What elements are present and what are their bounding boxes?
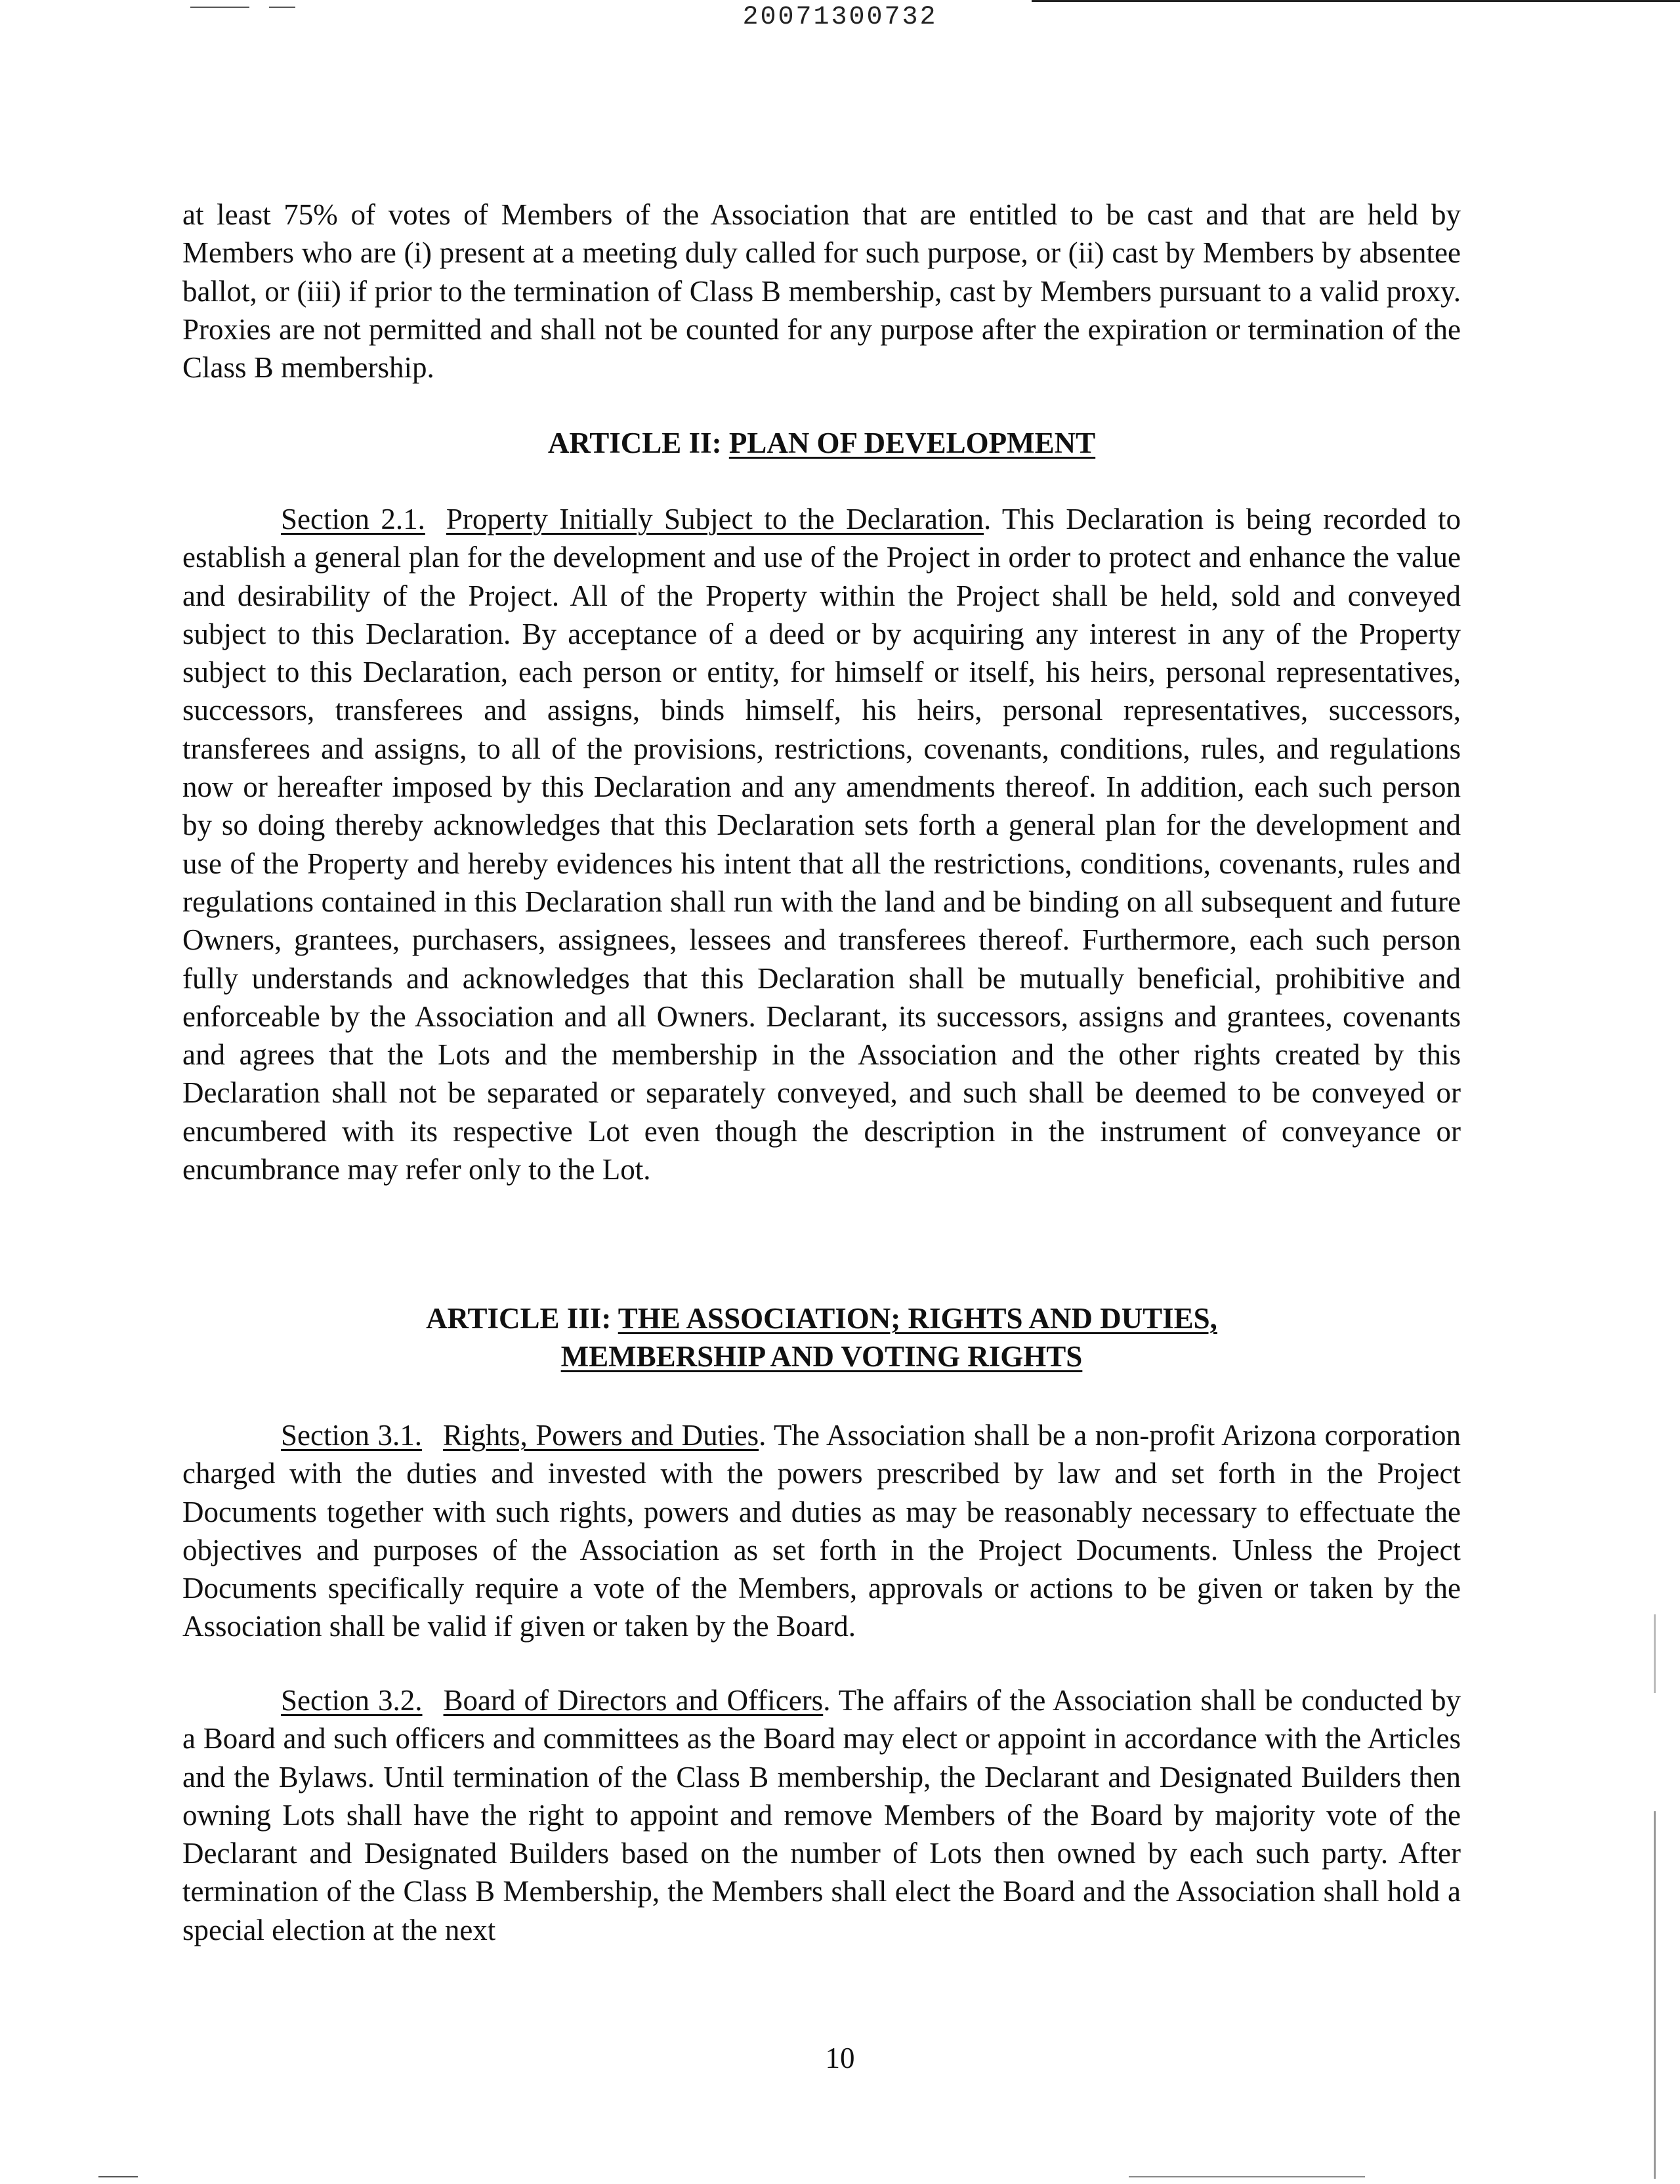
scan-artifact — [1654, 1614, 1656, 1693]
scan-mark — [269, 7, 295, 8]
scan-mark — [98, 2176, 138, 2177]
article-2-heading — [182, 424, 1461, 462]
section-3-2-paragraph — [182, 1681, 1461, 1949]
section-3-2-block — [182, 1681, 1461, 1949]
article-2-title: PLAN OF DEVELOPMENT — [728, 427, 1096, 459]
article-3-heading-block — [182, 1299, 1461, 1376]
section-2-1-block — [182, 500, 1461, 1188]
section-3-2-text: . The affairs of the Association shall be conducted by a Board and such officers and committees as the Board may elect or appoint in accordance with the Articles and the Bylaws. Until termination of the Class B membership, the Declarant and Designated Builders then owning Lots shall have the right to appoint and remove Members of the Board by majority vote of the Declarant and Designated Builders based on the number of Lots then owned by each such party. After termination of the Class B Membership, the Members shall elect the Board and the Association shall hold a special election at the next — [182, 1684, 1461, 1946]
section-3-1-text: . The Association shall be a non-profit Arizona corporation charged with the duties and invested with the powers prescribed by law and set forth in the Project Documents together with such rights, powers and duties as may be reasonably necessary to effectuate the objectives and purposes of the Association as set forth in the Project Documents. Unless the Project Documents specifically require a vote of the Members, approvals or actions to be given or taken by the Association shall be valid if given or taken by the Board. — [182, 1419, 1461, 1643]
section-2-1-title: Property Initially Subject to the Declaration — [446, 503, 984, 536]
section-2-1-paragraph — [182, 500, 1461, 1188]
article-3-title-line1: THE ASSOCIATION; RIGHTS AND DUTIES, — [618, 1302, 1217, 1335]
section-3-1-paragraph — [182, 1416, 1461, 1646]
continuation-paragraph: at least 75% of votes of Members of the Association that are entitled to be cast and that are held by Members who are (i) present at a meeting duly called for such purpose, or (ii) cast by Members by absentee ballot, or (iii) if prior to the termination of Class B membership, cast by Members pursuant to a valid proxy. Proxies are not permitted and shall not be counted for any purpose after the expiration or termination of the Class B membership. — [182, 198, 1461, 385]
article-3-title-line2: MEMBERSHIP AND VOTING RIGHTS — [560, 1340, 1083, 1373]
section-3-1-block — [182, 1416, 1461, 1646]
article-2-label: ARTICLE II: — [547, 427, 722, 459]
top-rule — [1032, 0, 1680, 2]
section-2-1-text: . This Declaration is being recorded to establish a general plan for the development and use of the Project in order to protect and enhance the value and desirability of the Project. All of the Property within the Project shall be held, sold and conveyed subject to this Declaration. By acceptance of a deed or by acquiring any interest in any of the Property subject to this Declaration, each person or entity, for himself or itself, his heirs, personal representatives, successors, transferees and assigns, binds himself, his heirs, personal representatives, successors, transferees and assigns, to all of the provisions, restrictions, covenants, conditions, rules, and regulations now or hereafter imposed by this Declaration and any amendments thereof. In addition, each such person by so doing thereby acknowledges that this Declaration sets forth a general plan for the development and use of the Property and hereby evidences his intent that all the restrictions, conditions, covenants, rules and regulations contained in this Declaration shall run with the land and be binding on all subsequent and future Owners, grantees, purchasers, assignees, lessees and transferees thereof. Furthermore, each such person fully understands and acknowledges that this Declaration shall be mutually beneficial, prohibitive and enforceable by the Association and all Owners. Declarant, its successors, assigns and grantees, covenants and agrees that the Lots and the membership in the Association and the other rights created by this Declaration shall not be separated or separately conveyed, and such shall be deemed to be conveyed or encumbered with its respective Lot even though the description in the instrument of conveyance or encumbrance may refer only to the Lot. — [182, 503, 1461, 1186]
article-2-heading-block — [182, 424, 1461, 462]
page-number: 10 — [825, 2042, 855, 2074]
scan-mark — [190, 7, 249, 8]
section-3-2-title: Board of Directors and Officers — [443, 1684, 824, 1717]
section-2-1-number: Section 2.1. — [281, 503, 425, 536]
section-3-1-number: Section 3.1. — [281, 1419, 422, 1452]
article-3-heading — [182, 1299, 1461, 1376]
section-3-1-title: Rights, Powers and Duties — [442, 1419, 759, 1452]
scan-mark — [1129, 2176, 1365, 2177]
continuation-block — [182, 196, 1461, 387]
article-3-label: ARTICLE III: — [426, 1302, 612, 1335]
section-3-2-number: Section 3.2. — [281, 1684, 423, 1717]
document-number: 20071300732 — [742, 3, 938, 32]
scan-artifact — [1654, 1811, 1656, 2179]
